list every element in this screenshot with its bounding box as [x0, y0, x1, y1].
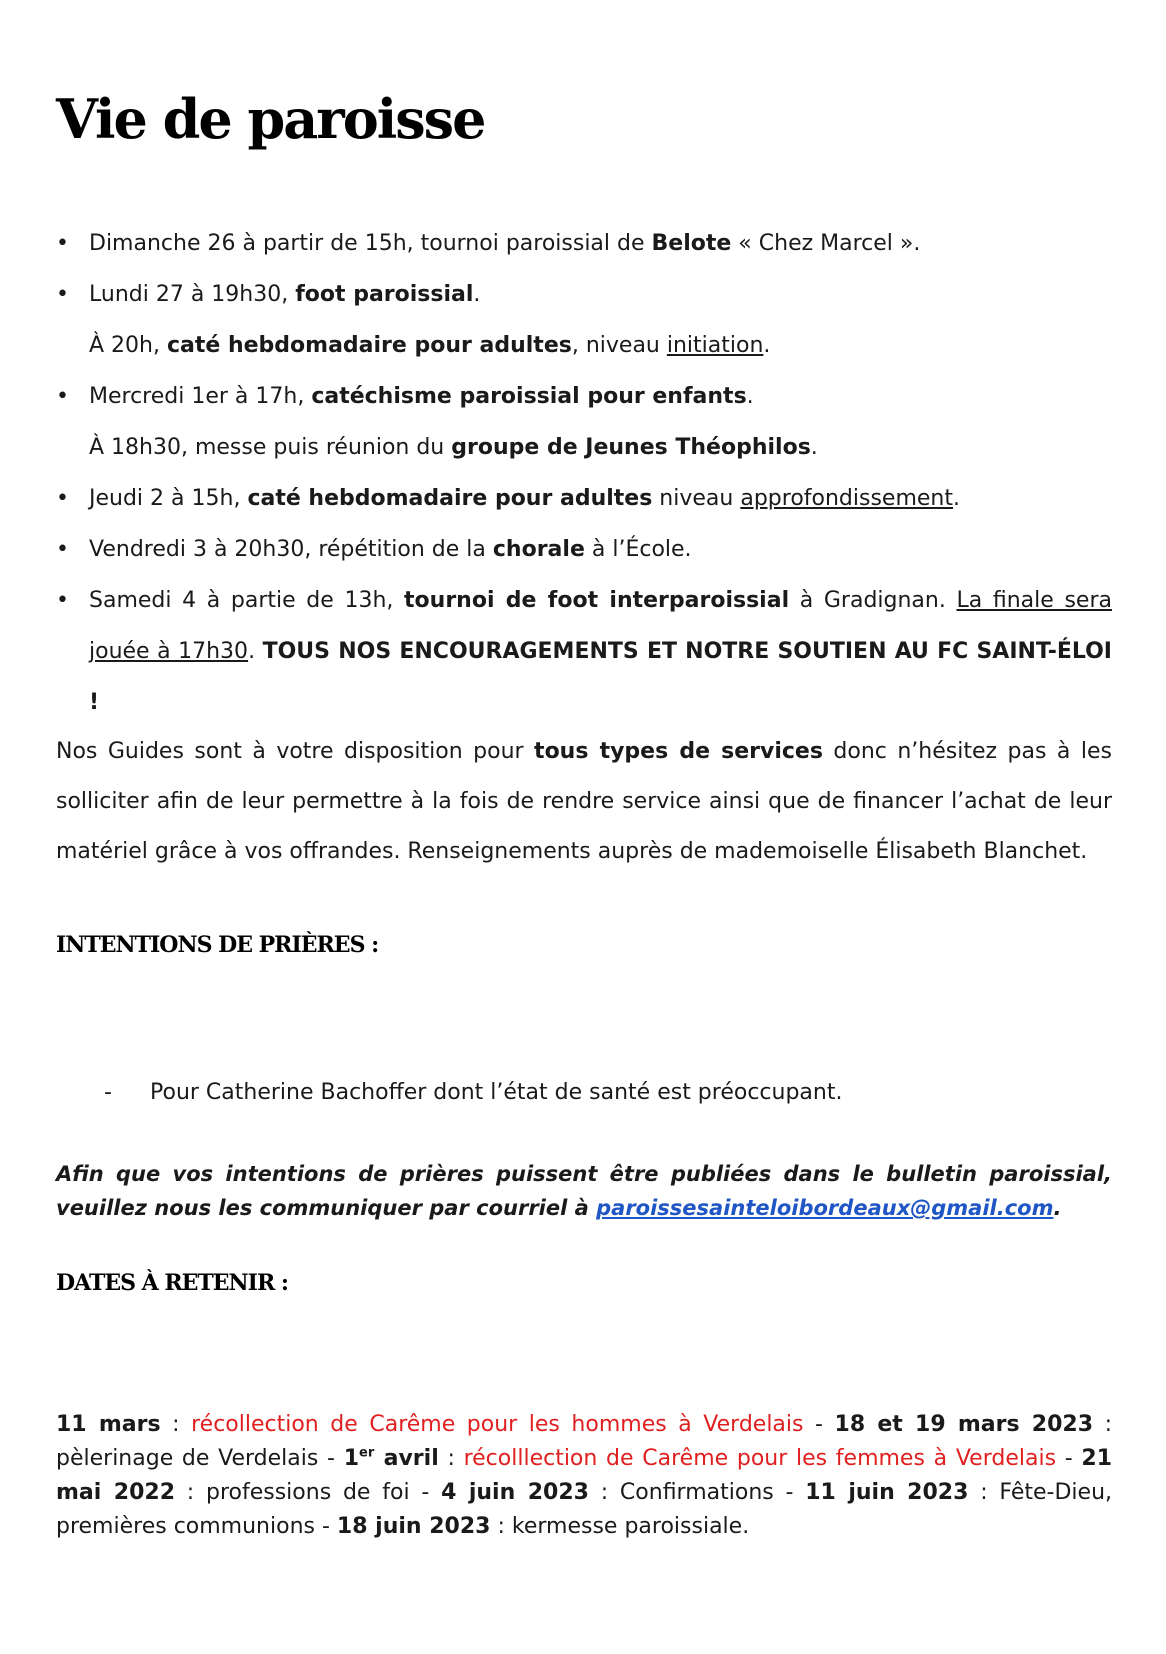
bullet-icon: •: [56, 231, 69, 256]
event-item: [56, 575, 1112, 728]
event-line: Dimanche 26 à partir de 15h, tournoi paroissial de Belote « Chez Marcel ».: [89, 231, 921, 256]
bullet-icon: •: [56, 537, 69, 562]
event-line: Jeudi 2 à 15h, caté hebdomadaire pour adultes niveau approfondissement.: [89, 486, 960, 511]
event-line: À 18h30, messe puis réunion du groupe de Jeunes Théophilos.: [89, 435, 818, 460]
event-item: [56, 473, 1112, 524]
bullet-icon: •: [56, 384, 69, 409]
event-line: Lundi 27 à 19h30, foot paroissial.: [89, 282, 481, 307]
email-link[interactable]: paroissesainteloibordeaux@gmail.com: [596, 1196, 1054, 1220]
bullet-icon: •: [56, 282, 69, 307]
event-item: [56, 218, 1112, 269]
event-line: À 20h, caté hebdomadaire pour adultes, niveau initiation.: [89, 333, 771, 358]
dash-icon: -: [104, 1080, 112, 1105]
bullet-icon: •: [56, 588, 69, 613]
event-item: [56, 524, 1112, 575]
guides-paragraph: Nos Guides sont à votre disposition pour tous types de services donc n’hésitez pas à les solliciter afin de leur permettre à la fois de rendre service ainsi que de financer l’achat de leur matériel grâce à vos offrandes. Renseignements auprès de mademoiselle Élisabeth Blanchet.: [56, 739, 1112, 864]
event-item: [56, 269, 1112, 371]
intentions-title: INTENTIONS DE PRIÈRES :: [56, 932, 379, 958]
events-list: [56, 218, 1112, 728]
event-line: Mercredi 1er à 17h, catéchisme paroissial pour enfants.: [89, 384, 754, 409]
event-item: [56, 371, 1112, 473]
intention-item: [104, 1080, 842, 1105]
dates-title: DATES À RETENIR :: [56, 1270, 289, 1296]
intentions-note: Afin que vos intentions de prières puissent être publiées dans le bulletin paroissial, veuillez nous les communiquer par courriel à paroissesainteloibordeaux@gmail.com.: [56, 1162, 1112, 1220]
event-line: Vendredi 3 à 20h30, répétition de la chorale à l’École.: [89, 537, 692, 562]
bullet-icon: •: [56, 486, 69, 511]
intention-text: Pour Catherine Bachoffer dont l’état de santé est préoccupant.: [150, 1080, 843, 1105]
page-title: Vie de paroisse: [56, 87, 485, 151]
dates-paragraph: 11 mars : récollection de Carême pour les hommes à Verdelais - 18 et 19 mars 2023 : pèlerinage de Verdelais - 1er avril : récolllection de Carême pour les femmes à Verdelais - 21 mai 2022 : professions de foi - 4 juin 2023 : Confirmations - 11 juin 2023 : Fête-Dieu, premières communions - 18 juin 2023 : kermesse paroissiale.: [56, 1412, 1113, 1539]
event-line: Samedi 4 à partie de 13h, tournoi de foot interparoissial à Gradignan. La finale sera jouée à 17h30. TOUS NOS ENCOURAGEMENTS ET NOTRE SOUTIEN AU FC SAINT-ÉLOI !: [89, 588, 1112, 715]
